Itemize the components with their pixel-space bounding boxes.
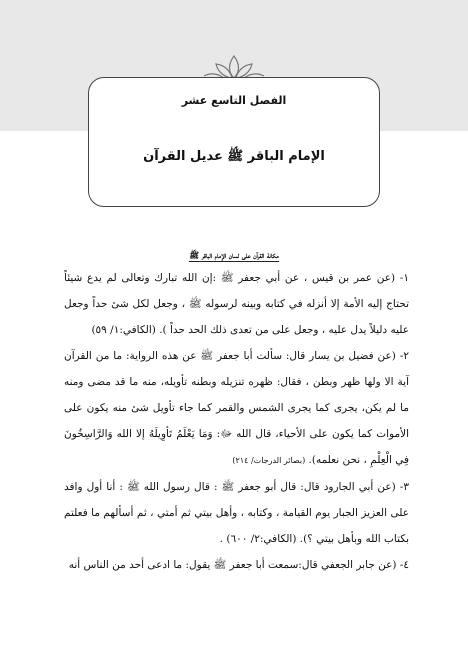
section-heading-text: مكانة القرآن على لسان الإمام الباقر ﷺ	[189, 250, 279, 260]
paragraph-3: ٣- (عن أبي الجارود قال: قال أبو جعفر ﷺ : قال رسول الله ﷺ : أنا أول وافد على العزيز الجبار يوم القيامة ، وكتابه ، وأهل بيتي ثم أمتي ، ثم أسألهم ما فعلتم بكتاب الله وبأهل بيتي ؟). (الكافي:٢/ ٦٠٠) .	[64, 481, 409, 545]
paragraph-2	[64, 343, 409, 474]
paragraph-4: ٤- (عن جابر الجعفي قال:سمعت أبا جعفر ﷺ يقول: ما ادعى أحد من الناس أنه	[68, 559, 409, 571]
chapter-title: الإمام الباقر ﷺ عديل القرآن	[143, 149, 325, 164]
paragraph-2-text: ٢- (عن فضيل بن يسار قال: سألت أبا جعفر ﷺ عن هذه الرواية: ما من القرآن آية الا ولها ظهر وبطن ، فقال: ظهره تنزيله وبطنه تأويله، منه ما قد مضى ومنه ما لم يكن، يجرى كما يجرى الشمس والقمر كما جاء تأويل شئ منه يكون على الأموات كما يكون على الأحياء، قال الله ﷻ: وَمَا يَعْلَمُ تَأوِيلَهُ إلا الله وَالرَّاسِخُونَ فِي الْعِلْمِ ، نحن نعلمه).	[64, 350, 409, 466]
body-text	[64, 265, 409, 578]
paragraph-1: ١- (عن عمر بن قيس ، عن أبي جعفر ﷺ :إن الله تبارك وتعالى لم يدع شيئاً تحتاج إليه الأمة إلا أنزله في كتابه وبينه لرسوله ﷺ ، وجعل لكل شئ حداً وجعل عليه دليلاً يدل عليه ، وجعل على من تعدى ذلك الحد حداً ). (الكافي:١/ ٥٩)	[64, 272, 409, 336]
chapter-title-box	[88, 77, 380, 207]
section-heading	[0, 250, 468, 262]
chapter-label: الفصل التاسع عشر	[181, 94, 287, 107]
paragraph-2-citation: (بصائر الدرجات/ ٢١٤)	[232, 456, 306, 465]
